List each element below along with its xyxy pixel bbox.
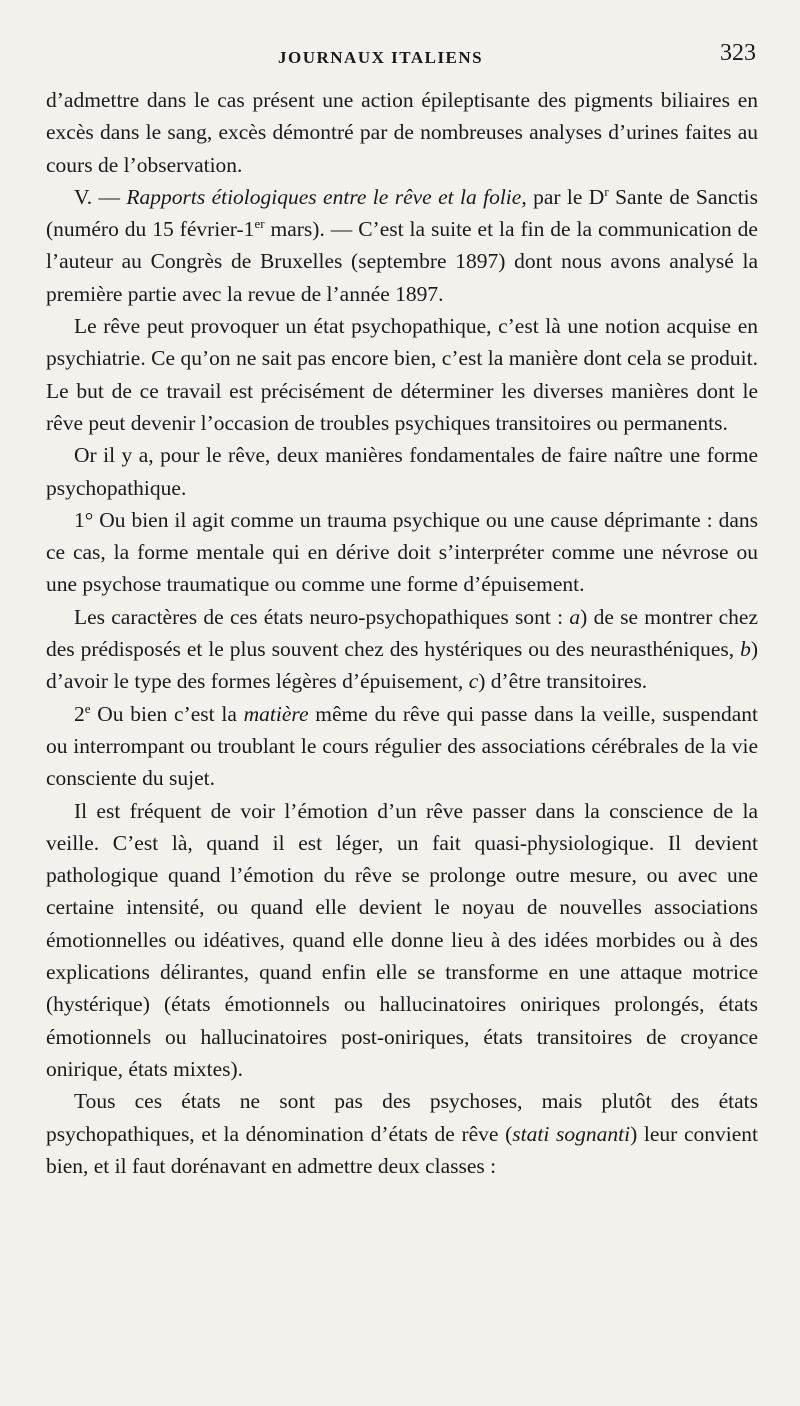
- text-run: 1° Ou bien il agit comme un trauma psychique ou une cause déprimante : dans ce cas, la forme mentale qui en dérive doit s’interpréter comme une névrose ou une psychose traumatique ou comme une forme d’épuisement.: [46, 507, 758, 597]
- superscript-text: e: [84, 700, 91, 716]
- running-head: JOURNAUX ITALIENS: [278, 48, 484, 67]
- text-run: 2: [73, 701, 85, 726]
- superscript-text: r: [604, 183, 609, 199]
- text-run: même du rêve qui passe dans la veille, suspendant ou interrompant ou troublant le cours régulier des associations cérébrales de la vie consciente du sujet.: [46, 701, 758, 791]
- paragraph: [46, 181, 758, 310]
- italic-text: stati sognanti: [512, 1121, 631, 1146]
- text-run: ) de se montrer chez des prédisposés et le plus souvent chez des hystériques ou des neurasthéniques,: [46, 604, 758, 662]
- text-run: Le rêve peut provoquer un état psychopathique, c’est là une notion acquise en psychiatrie. Ce qu’on ne sait pas encore bien, c’est la manière dont cela se produit. Le but de ce travail est précisément de déterminer les diverses manières dont le rêve peut devenir l’occasion de troubles psychiques transitoires ou permanents.: [46, 314, 758, 435]
- italic-text: Rapports étiologiques entre le rêve et la folie: [126, 184, 522, 209]
- superscript-text: er: [254, 216, 265, 232]
- italic-text: c: [468, 669, 479, 694]
- paragraph: [46, 84, 758, 181]
- paragraph: [46, 601, 758, 698]
- italic-text: a: [569, 604, 581, 629]
- text-run: Tous ces états ne sont pas des psychoses, mais plutôt des états psychopathiques, et la dénomination d’états de rêve (: [46, 1089, 758, 1146]
- text-run: V. —: [73, 184, 127, 209]
- text-run: Or il y a, pour le rêve, deux manières fondamentales de faire naître une forme psychopathique.: [46, 443, 758, 500]
- text-run: ) d’avoir le type des formes légères d’épuisement,: [46, 637, 758, 694]
- page-number: 323: [720, 40, 756, 66]
- text-run: Ou bien c’est la: [90, 701, 244, 726]
- text-run: Les caractères de ces états neuro-psychopathiques sont :: [73, 604, 570, 629]
- page-header: [46, 40, 758, 80]
- italic-text: b: [740, 637, 751, 662]
- paragraph: [46, 439, 758, 504]
- paragraph: [46, 795, 758, 1086]
- paragraph: [46, 504, 758, 601]
- text-run: Il est fréquent de voir l’émotion d’un rêve passer dans la conscience de la veille. C’est là, quand il est léger, un fait quasi-physiologique. Il devient pathologique quand l’émotion du rêve se prolonge outre mesure, ou avec une certaine intensité, ou quand elle devient le noyau de nouvelles associations émotionnelles ou idéatives, quand elle donne lieu à des idées morbides ou à des explications délirantes, quand enfin elle se transforme en une attaque motrice (hystérique) (états émotionnels ou hallucinatoires oniriques prolongés, états émotionnels ou hallucinatoires post-oniriques, états transitoires de croyance onirique, états mixtes).: [46, 798, 758, 1081]
- body-text: [46, 84, 758, 1182]
- text-run: d’admettre dans le cas présent une action épileptisante des pigments biliaires en excès dans le sang, excès démontré par de nombreuses analyses d’urines faites au cours de l’observation.: [46, 88, 758, 177]
- text-run: Sante de Sanctis (numéro du 15 février-1: [46, 184, 759, 242]
- paragraph: [46, 1085, 758, 1182]
- paragraph: [46, 698, 758, 795]
- italic-text: matière: [243, 701, 309, 726]
- paragraph: [46, 310, 758, 439]
- text-run: mars). — C’est la suite et la fin de la communication de l’auteur au Congrès de Bruxelles (septembre 1897) dont nous avons analysé la première partie avec la revue de l’année 1897.: [46, 217, 758, 306]
- text-run: , par le D: [521, 184, 605, 209]
- text-run: ) d’être transitoires.: [478, 669, 648, 694]
- text-run: ) leur convient bien, et il faut dorénavant en admettre deux classes :: [46, 1121, 758, 1178]
